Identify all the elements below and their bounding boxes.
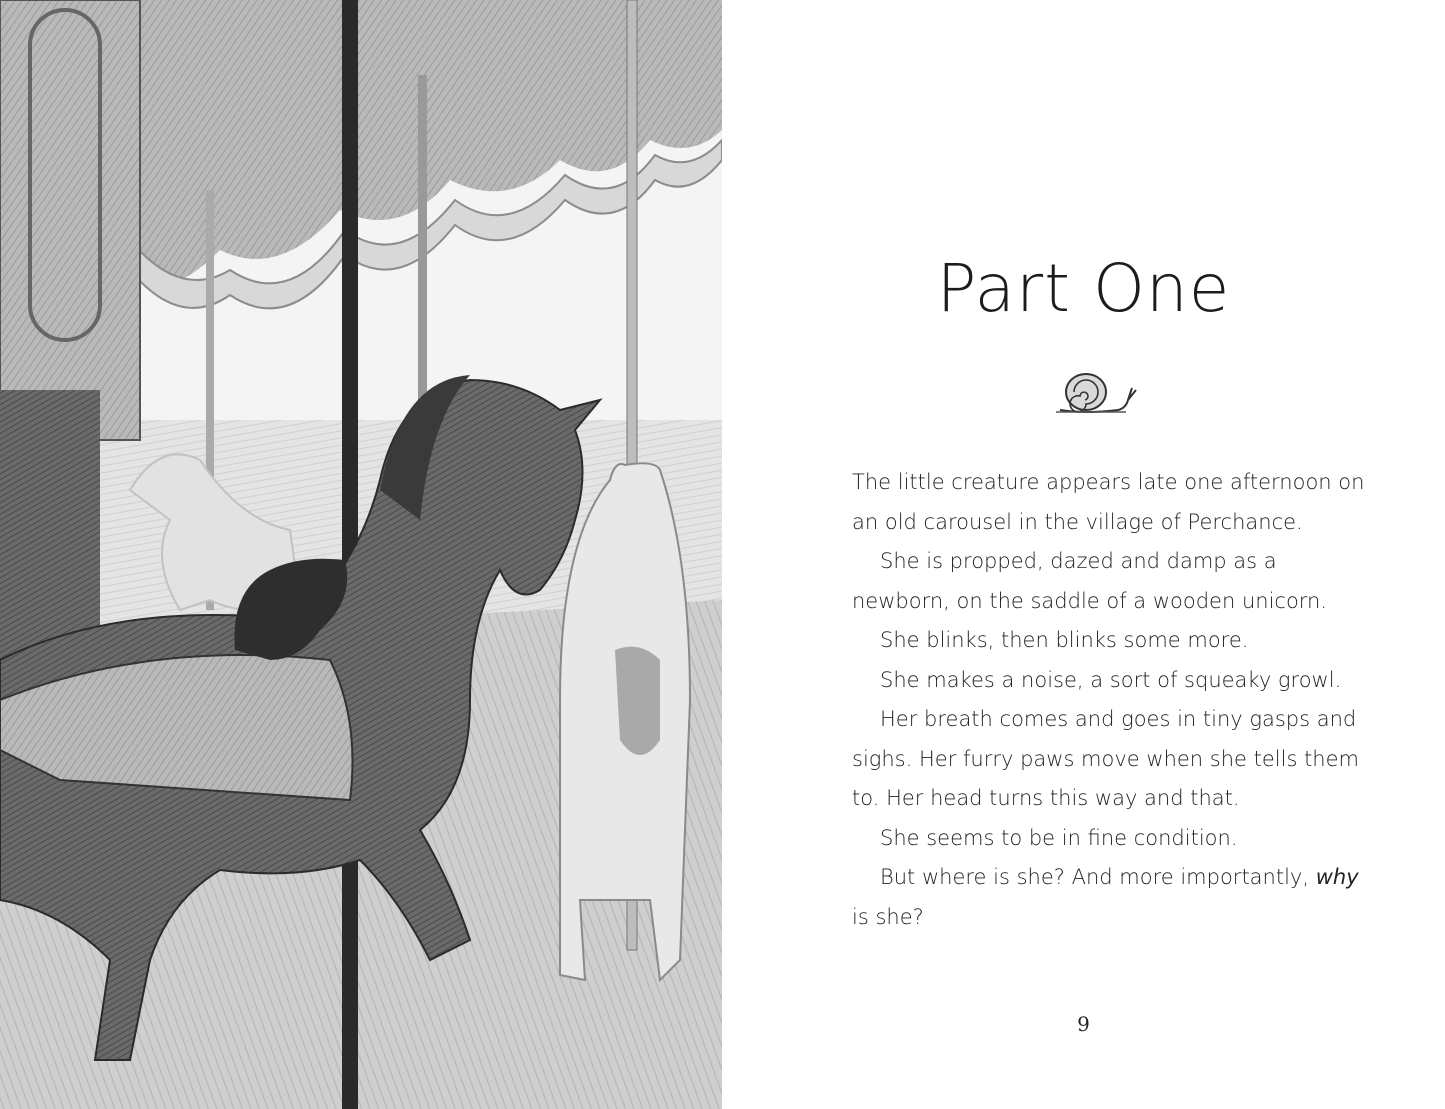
text-page	[722, 0, 1445, 1109]
page-number: 9	[1077, 1012, 1090, 1036]
text-run: is she?	[852, 904, 924, 929]
paragraph: She blinks, then blinks some more.	[880, 628, 1249, 652]
carousel-illustration	[0, 0, 722, 1109]
paragraph: The little creature appears late one afternoon on an old carousel in the village of Perchance.	[852, 470, 1365, 534]
paragraph: She is propped, dazed and damp as a newborn, on the saddle of a wooden unicorn.	[852, 549, 1328, 613]
text-run: But where is she? And more importantly,	[880, 865, 1316, 889]
paragraph: She seems to be in fine condition.	[880, 825, 1238, 850]
paragraph: She makes a noise, a sort of squeaky growl.	[880, 667, 1342, 692]
paragraph-last	[852, 858, 1372, 937]
emphasis-word: why	[1315, 865, 1359, 889]
body-text	[852, 463, 1372, 937]
paragraph: Her breath comes and goes in tiny gasps and sighs. Her furry paws move when she tells them to. Her head turns this way and that.	[852, 707, 1359, 810]
snail-icon	[1056, 370, 1142, 420]
chapter-title: Part One	[936, 250, 1231, 327]
